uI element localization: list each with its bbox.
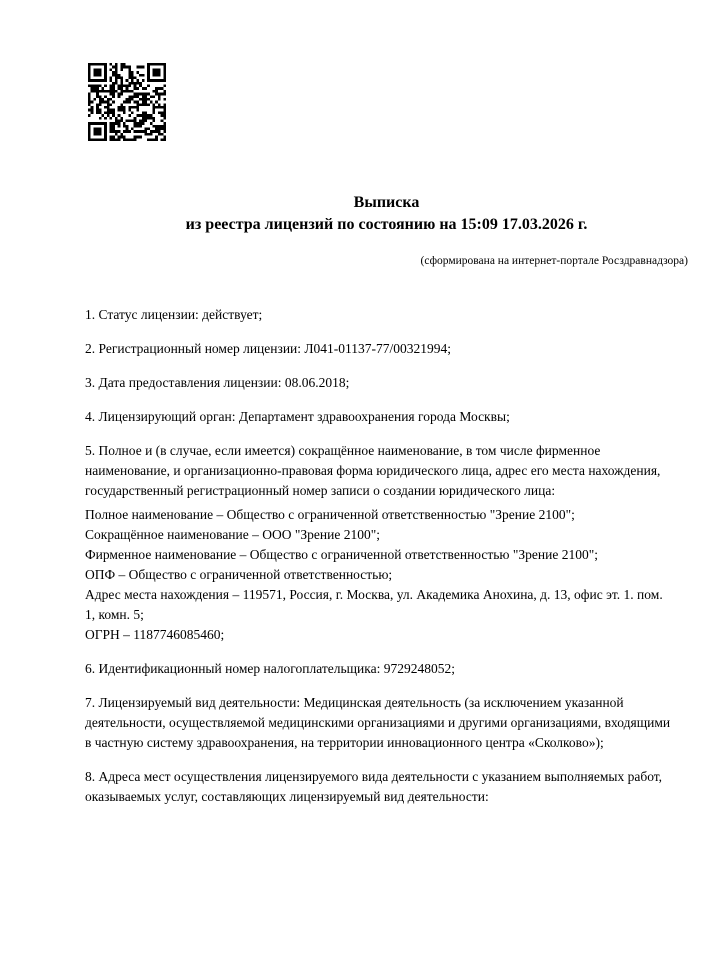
paragraph-license-status: 1. Статус лицензии: действует; bbox=[85, 307, 263, 322]
detail-full-name: Полное наименование – Общество с ограниченной ответственностью "Зрение 2100"; bbox=[85, 507, 575, 522]
title-line-2: из реестра лицензий по состоянию на 15:09 17.03.2026 г. bbox=[185, 216, 588, 233]
paragraph-license-date: 3. Дата предоставления лицензии: 08.06.2018; bbox=[85, 375, 350, 390]
title-line-1: Выписка bbox=[353, 194, 420, 211]
document-subtitle: (сформирована на интернет-портале Росздравнадзора) bbox=[420, 255, 688, 267]
legal-entity-details bbox=[85, 505, 676, 645]
document-title bbox=[85, 192, 688, 236]
detail-legal-form: ОПФ – Общество с ограниченной ответственностью; bbox=[85, 567, 393, 582]
paragraph-taxpayer-number: 6. Идентификационный номер налогоплательщика: 9729248052; bbox=[85, 661, 455, 676]
qr-code bbox=[88, 62, 166, 142]
paragraph-license-number: 2. Регистрационный номер лицензии: Л041-01137-77/00321994; bbox=[85, 341, 452, 356]
detail-ogrn: ОГРН – 1187746085460; bbox=[85, 627, 225, 642]
paragraph-entity-intro: 5. Полное и (в случае, если имеется) сокращённое наименование, в том числе фирменное наименование, и организационно-правовая форма юридического лица, адрес его места нахождения, государственный регистрационный номер записи о создании юридического лица: bbox=[85, 443, 661, 498]
detail-short-name: Сокращённое наименование – ООО "Зрение 2100"; bbox=[85, 527, 380, 542]
detail-brand-name: Фирменное наименование – Общество с ограниченной ответственностью "Зрение 2100"; bbox=[85, 547, 598, 562]
paragraph-activity-addresses: 8. Адреса мест осуществления лицензируемого вида деятельности с указанием выполняемых работ, оказываемых услуг, составляющих лицензируемый вид деятельности: bbox=[85, 769, 663, 804]
qr-code-image bbox=[88, 62, 166, 142]
document-body bbox=[85, 305, 676, 821]
paragraph-activity-type: 7. Лицензируемый вид деятельности: Медицинская деятельность (за исключением указанной деятельности, осуществляемой медицинскими организациями и другими организациями, входящими в частную систему здравоохранения, на территории инновационного центра «Сколково»); bbox=[85, 695, 671, 750]
paragraph-licensing-authority: 4. Лицензирующий орган: Департамент здравоохранения города Москвы; bbox=[85, 409, 510, 424]
detail-address: Адрес места нахождения – 119571, Россия, г. Москва, ул. Академика Анохина, д. 13, офис эт. 1. пом. 1, комн. 5; bbox=[85, 587, 663, 622]
